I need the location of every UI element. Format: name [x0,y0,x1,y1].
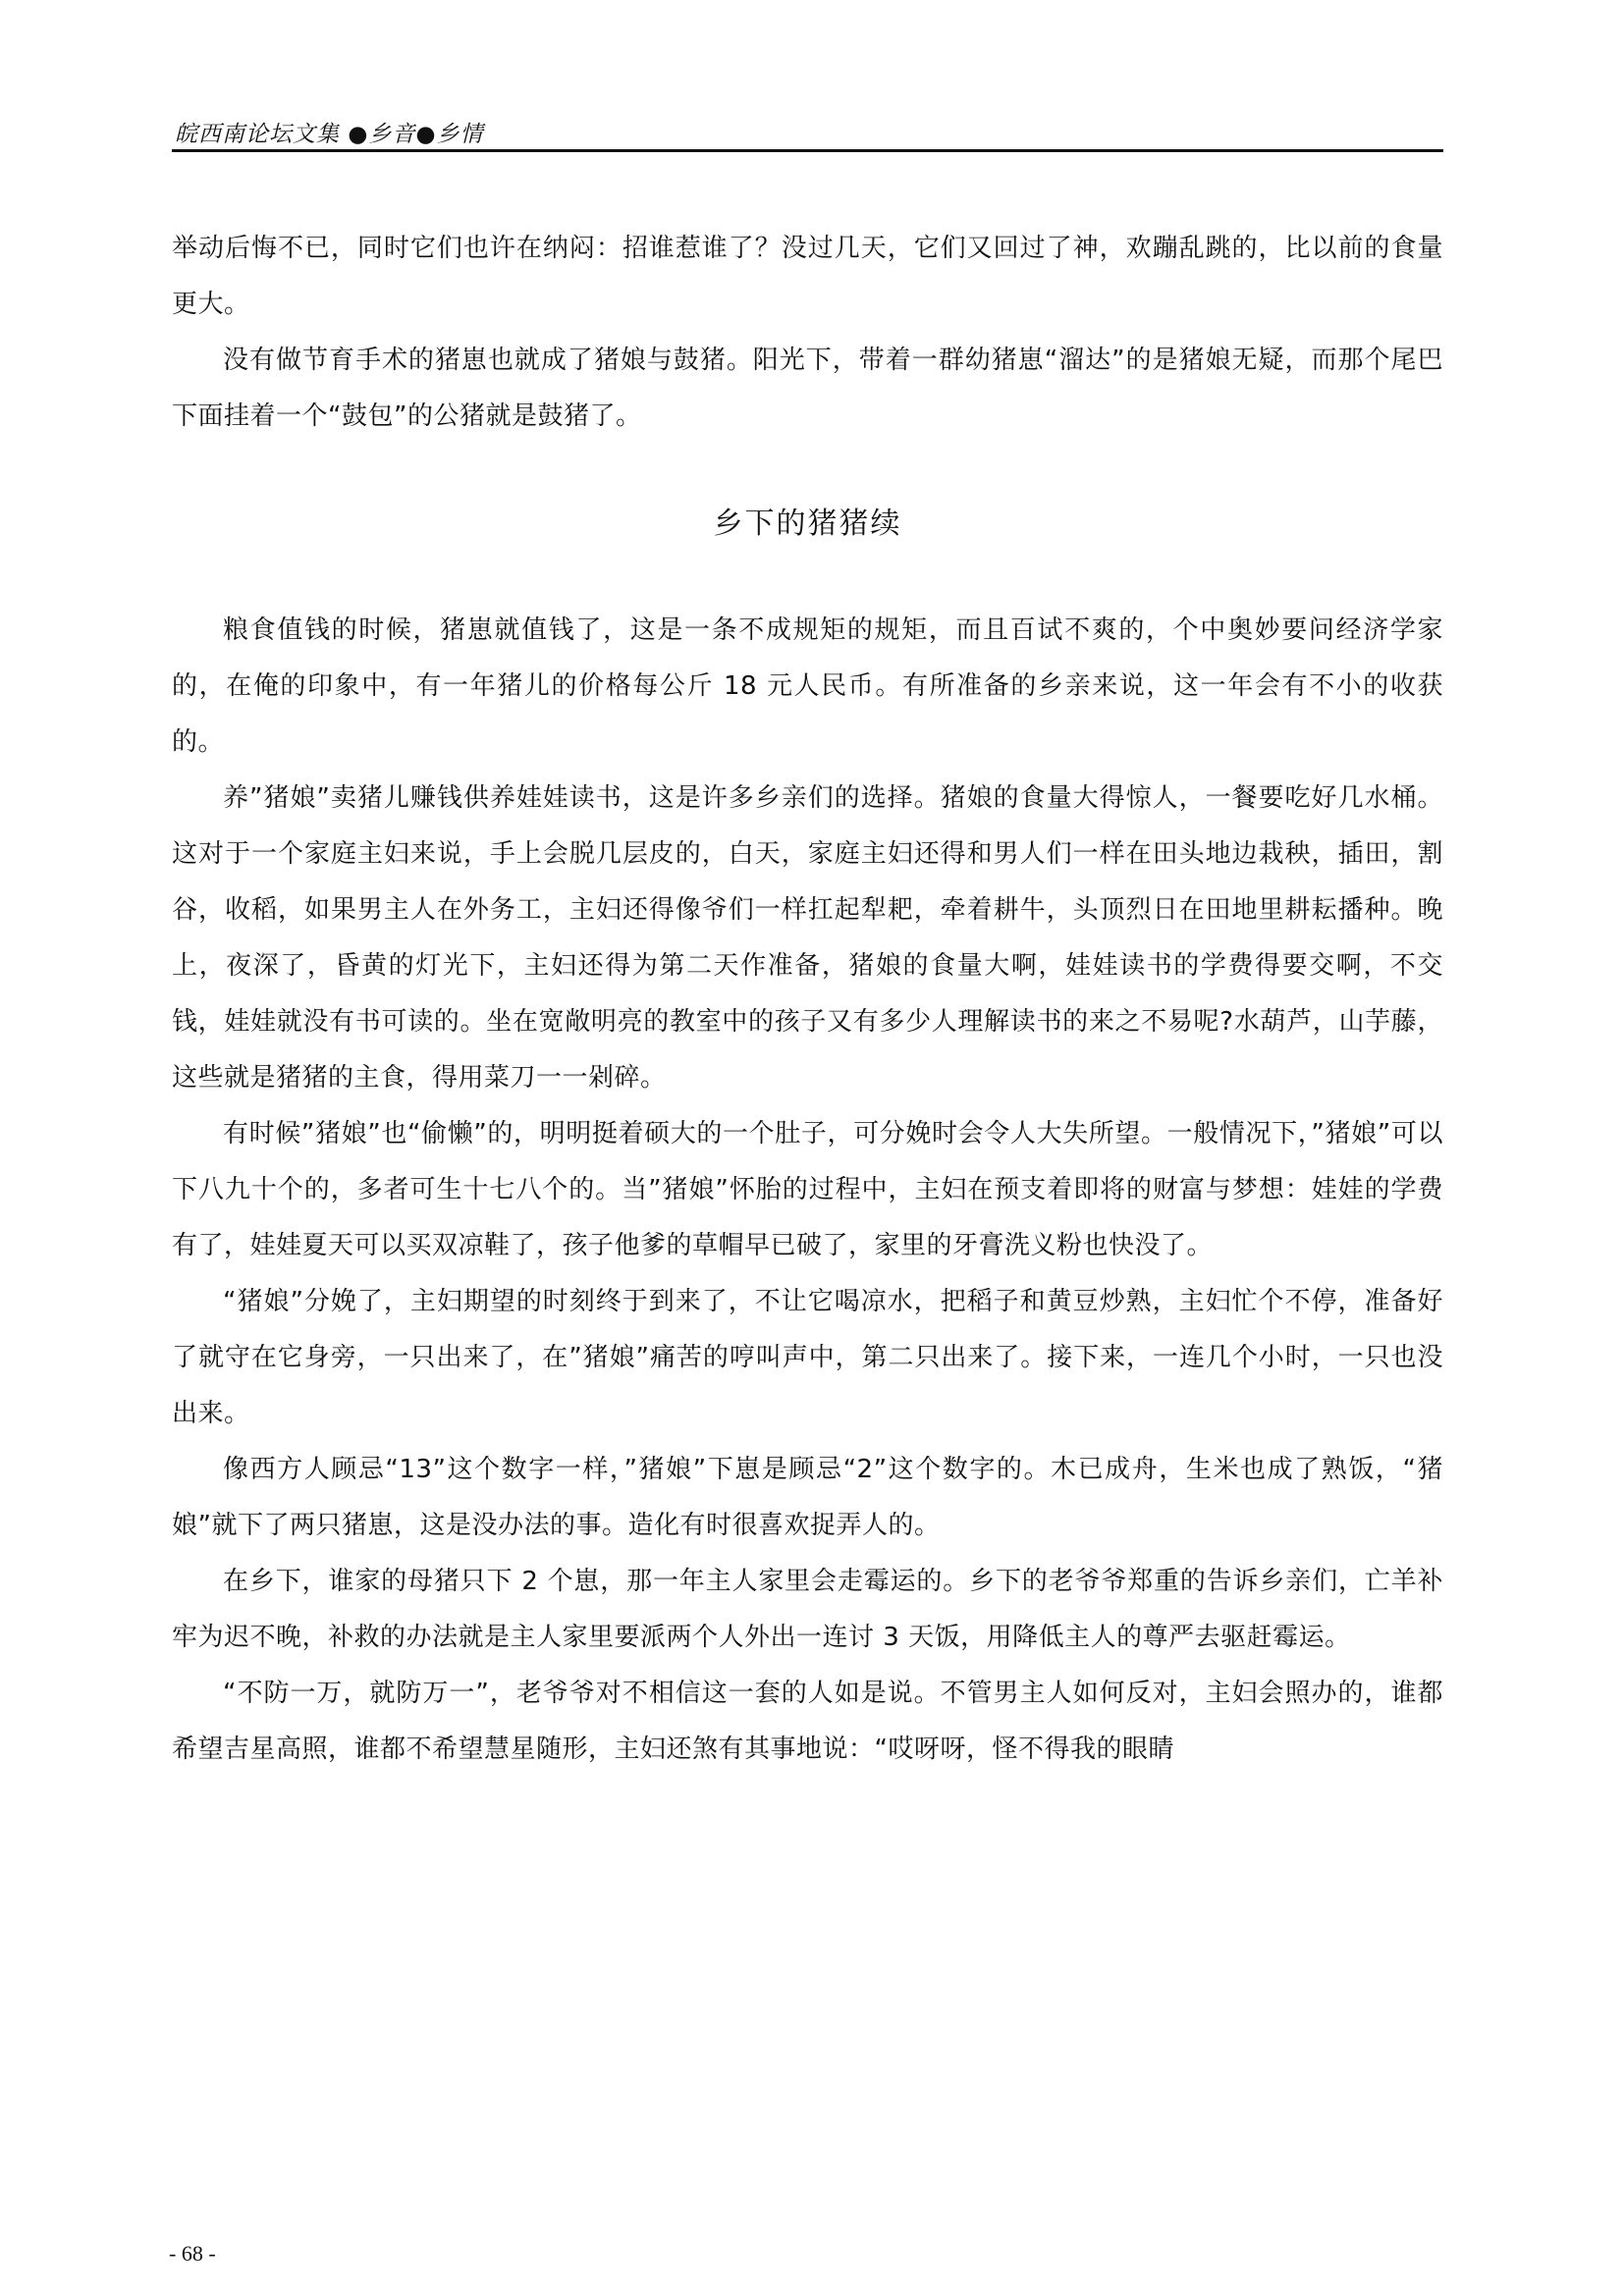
section-title: 乡下的猪猪续 [713,507,902,541]
paragraph-continued: 举动后悔不已，同时它们也许在纳闷：招谁惹谁了？没过几天，它们又回过了神，欢蹦乱跳的，比以前的食量更大。 [172,234,1443,319]
page-number: - 68 - [169,2241,216,2266]
paragraph: 没有做节育手术的猪崽也就成了猪娘与鼓猪。阳光下，带着一群幼猪崽“溜达”的是猪娘无疑，而那个尾巴下面挂着一个“鼓包”的公猪就是鼓猪了。 [172,346,1443,431]
paragraph: “不防一万，就防万一”，老爷爷对不相信这一套的人如是说。不管男主人如何反对，主妇会照办的，谁都希望吉星高照，谁都不希望慧星随形，主妇还煞有其事地说：“哎呀呀，怪不得我的眼睛 [172,1679,1443,1764]
paragraph: 养”猪娘”卖猪儿赚钱供养娃娃读书，这是许多乡亲们的选择。猪娘的食量大得惊人，一餐要吃好几水桶。这对于一个家庭主妇来说，手上会脱几层皮的，白天，家庭主妇还得和男人们一样在田头地边栽秧，插田，割谷，收稻，如果男主人在外务工，主妇还得像爷们一样扛起犁耙，牵着耕牛，头顶烈日在田地里耕耘播种。晚上，夜深了，昏黄的灯光下，主妇还得为第二天作准备，猪娘的食量大啊，娃娃读书的学费得要交啊，不交钱，娃娃就没有书可读的。坐在宽敞明亮的教室中的孩子又有多少人理解读书的来之不易呢?水葫芦，山芋藤，这些就是猪猪的主食，得用菜刀一一剁碎。 [172,783,1443,1093]
paragraph: 像西方人顾忌“13”这个数字一样，”猪娘”下崽是顾忌“2”这个数字的。木已成舟，生米也成了熟饭，“猪娘”就下了两只猪崽，这是没办法的事。造化有时很喜欢捉弄人的。 [172,1455,1443,1540]
paragraph: “猪娘”分娩了，主妇期望的时刻终于到来了，不让它喝凉水，把稻子和黄豆炒熟，主妇忙个不停，准备好了就守在它身旁，一只出来了，在”猪娘”痛苦的哼叫声中，第二只出来了。接下来，一连几个小时，一只也没出来。 [172,1287,1443,1428]
header-text: 皖西南论坛文集 ●乡音●乡情 [175,122,484,147]
paragraph: 有时候”猪娘”也“偷懒”的，明明挺着硕大的一个肚子，可分娩时会令人大失所望。一般情况下，”猪娘”可以下八九十个的，多者可生十七八个的。当”猪娘”怀胎的过程中，主妇在预支着即将的财富与梦想：娃娃的学费有了，娃娃夏天可以买双凉鞋了，孩子他爹的草帽早已破了，家里的牙膏洗义粉也快没了。 [172,1119,1443,1260]
running-header [172,116,1443,152]
paragraph: 在乡下，谁家的母猪只下 2 个崽，那一年主人家里会走霉运的。乡下的老爷爷郑重的告诉乡亲们，亡羊补牢为迟不晚，补救的办法就是主人家里要派两个人外出一连讨 3 天饭，用降低主人的尊严去驱赶霉运。 [172,1567,1443,1652]
paragraph: 粮食值钱的时候，猪崽就值钱了，这是一条不成规矩的规矩，而且百试不爽的，个中奥妙要问经济学家的，在俺的印象中，有一年猪儿的价格每公斤 18 元人民币。有所准备的乡亲来说，这一年会有不小的收获的。 [172,615,1443,757]
page-content [172,221,1443,1778]
